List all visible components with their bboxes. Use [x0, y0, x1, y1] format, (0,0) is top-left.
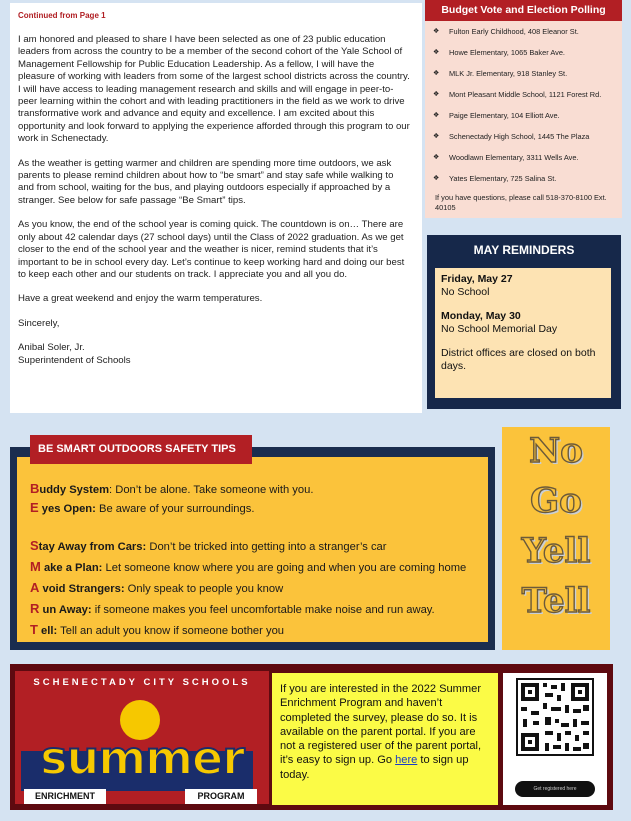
safety-tips-box	[10, 443, 495, 650]
safety-tips-title: BE SMART OUTDOORS SAFETY TIPS	[30, 435, 252, 464]
tip-row: R un Away: if someone makes you feel uncomfortable make noise and run away.	[30, 601, 435, 616]
may-reminders-content	[435, 268, 611, 398]
may-reminders-title: MAY REMINDERS	[473, 243, 575, 257]
no-go-yell-tell-graphic	[502, 427, 610, 650]
qr-caption: Get registered here	[515, 781, 595, 797]
polling-title: Budget Vote and Election Polling	[425, 0, 622, 21]
superintendent-letter	[10, 3, 422, 413]
letter-paragraph-3: As you know, the end of the school year is coming quick. The countdown is on… There are only about 42 calendar days (27 school days) until the Class of 2022 graduation. As we get closer to the end of the school year and the weather is nicer, remind students that it’s important to be in school every day. Let’s continue to keep working hard and doing our best to keep each other and our students on track. I appreciate you and all you do.	[18, 219, 405, 280]
tip-row: Stay Away from Cars: Don’t be tricked into getting into a stranger’s car	[30, 538, 387, 553]
polling-list	[425, 21, 622, 191]
bullet-icon: ❖	[433, 70, 440, 77]
may-reminders-box	[427, 235, 621, 409]
tip-row: T ell: Tell an adult you know if someone bother you	[30, 622, 285, 637]
district-name: SCHENECTADY CITY SCHOOLS	[33, 677, 251, 688]
polling-location: ❖ Howe Elementary, 1065 Baker Ave.	[433, 44, 622, 65]
letter-paragraph-4: Have a great weekend and enjoy the warm temperatures.	[18, 293, 263, 305]
slogan-word: Tell	[521, 581, 591, 621]
reminder-event: No School	[441, 286, 490, 298]
letter-paragraph-2: As the weather is getting warmer and children are spending more time outdoors, we ask parents to please remind children about how to “be smart” and stay safe while walking to and from school, waiting for the bus, and playing outdoors especially if approached by a stranger. See below for safe passage “Be Smart” tips.	[18, 157, 394, 206]
reminder-date: Friday, May 27	[441, 273, 513, 285]
slogan-word: No	[529, 431, 583, 471]
summer-enrichment-logo	[15, 671, 269, 804]
polling-location: ❖ MLK Jr. Elementary, 918 Stanley St.	[433, 65, 622, 86]
reminder-date: Monday, May 30	[441, 310, 521, 322]
signature-role: Superintendent of Schools	[18, 354, 131, 366]
polling-location: ❖ Yates Elementary, 725 Salina St.	[433, 170, 622, 191]
qr-code-box[interactable]	[503, 673, 607, 805]
bullet-icon: ❖	[433, 112, 440, 119]
polling-questions: If you have questions, please call 518-370-8100 Ext. 40105	[435, 193, 607, 212]
bullet-icon: ❖	[433, 175, 440, 182]
reminder-event: No School Memorial Day	[441, 323, 558, 335]
signature-name: Anibal Soler, Jr.	[18, 342, 85, 354]
qr-code-icon	[503, 673, 607, 779]
tip-row: M ake a Plan: Let someone know where you are going and when you are coming home	[30, 559, 467, 574]
reminder-note: District offices are closed on both days.	[441, 347, 596, 372]
summer-banner	[10, 664, 613, 810]
logo-word: summer	[40, 731, 244, 785]
bullet-icon: ❖	[433, 133, 440, 140]
tip-row: E yes Open: Be aware of your surroundings.	[30, 500, 255, 515]
enrichment-label: ENRICHMENT	[24, 789, 106, 804]
letter-paragraph-1: I am honored and pleased to share I have been selected as one of 23 public education leaders from across the country to be a member of the second cohort of the Yale School of Management Fellowship for Public Education Leadership. As a fellow, I will have the pleasure of working with leaders from some of the largest school districts across the country. I will have access to leading management research and skills and will engage in peer-to-peer learning within the cohort and with leading practitioners in the field as we work to drive transformative work and advance and equity and excellence. I am excited about this opportunity and look forward to applying the experience afforded through this program to our work in Schenectady.	[18, 34, 410, 145]
polling-location: ❖ Paige Elementary, 104 Elliott Ave.	[433, 107, 622, 128]
letter-closing: Sincerely,	[18, 317, 60, 329]
polling-box	[425, 0, 622, 218]
tip-row: A void Strangers: Only speak to people you know	[30, 580, 284, 595]
tip-row: Buddy System: Don’t be alone. Take someone with you.	[30, 481, 314, 496]
slogan-word: Yell	[521, 531, 591, 571]
continued-label: Continued from Page 1	[18, 11, 106, 20]
program-label: PROGRAM	[185, 789, 257, 804]
polling-location: ❖ Schenectady High School, 1445 The Plaza	[433, 128, 622, 149]
slogan-word: Go	[530, 481, 582, 521]
polling-location: ❖ Mont Pleasant Middle School, 1121 Forest Rd.	[433, 86, 622, 107]
bullet-icon: ❖	[433, 49, 440, 56]
enrollment-info: If you are interested in the 2022 Summer Enrichment Program and haven’t completed the survey, please do so. It is available on the parent portal. If you are not a registered user of the parent portal, it’s easy to sign up. Go here to sign up today.	[272, 673, 498, 805]
signup-link[interactable]: here	[395, 754, 418, 767]
polling-location: ❖ Fulton Early Childhood, 408 Eleanor St.	[433, 23, 622, 44]
bullet-icon: ❖	[433, 28, 440, 35]
bullet-icon: ❖	[433, 91, 440, 98]
safety-tips-panel	[17, 457, 488, 642]
bullet-icon: ❖	[433, 154, 440, 161]
polling-location: ❖ Woodlawn Elementary, 3311 Wells Ave.	[433, 149, 622, 170]
